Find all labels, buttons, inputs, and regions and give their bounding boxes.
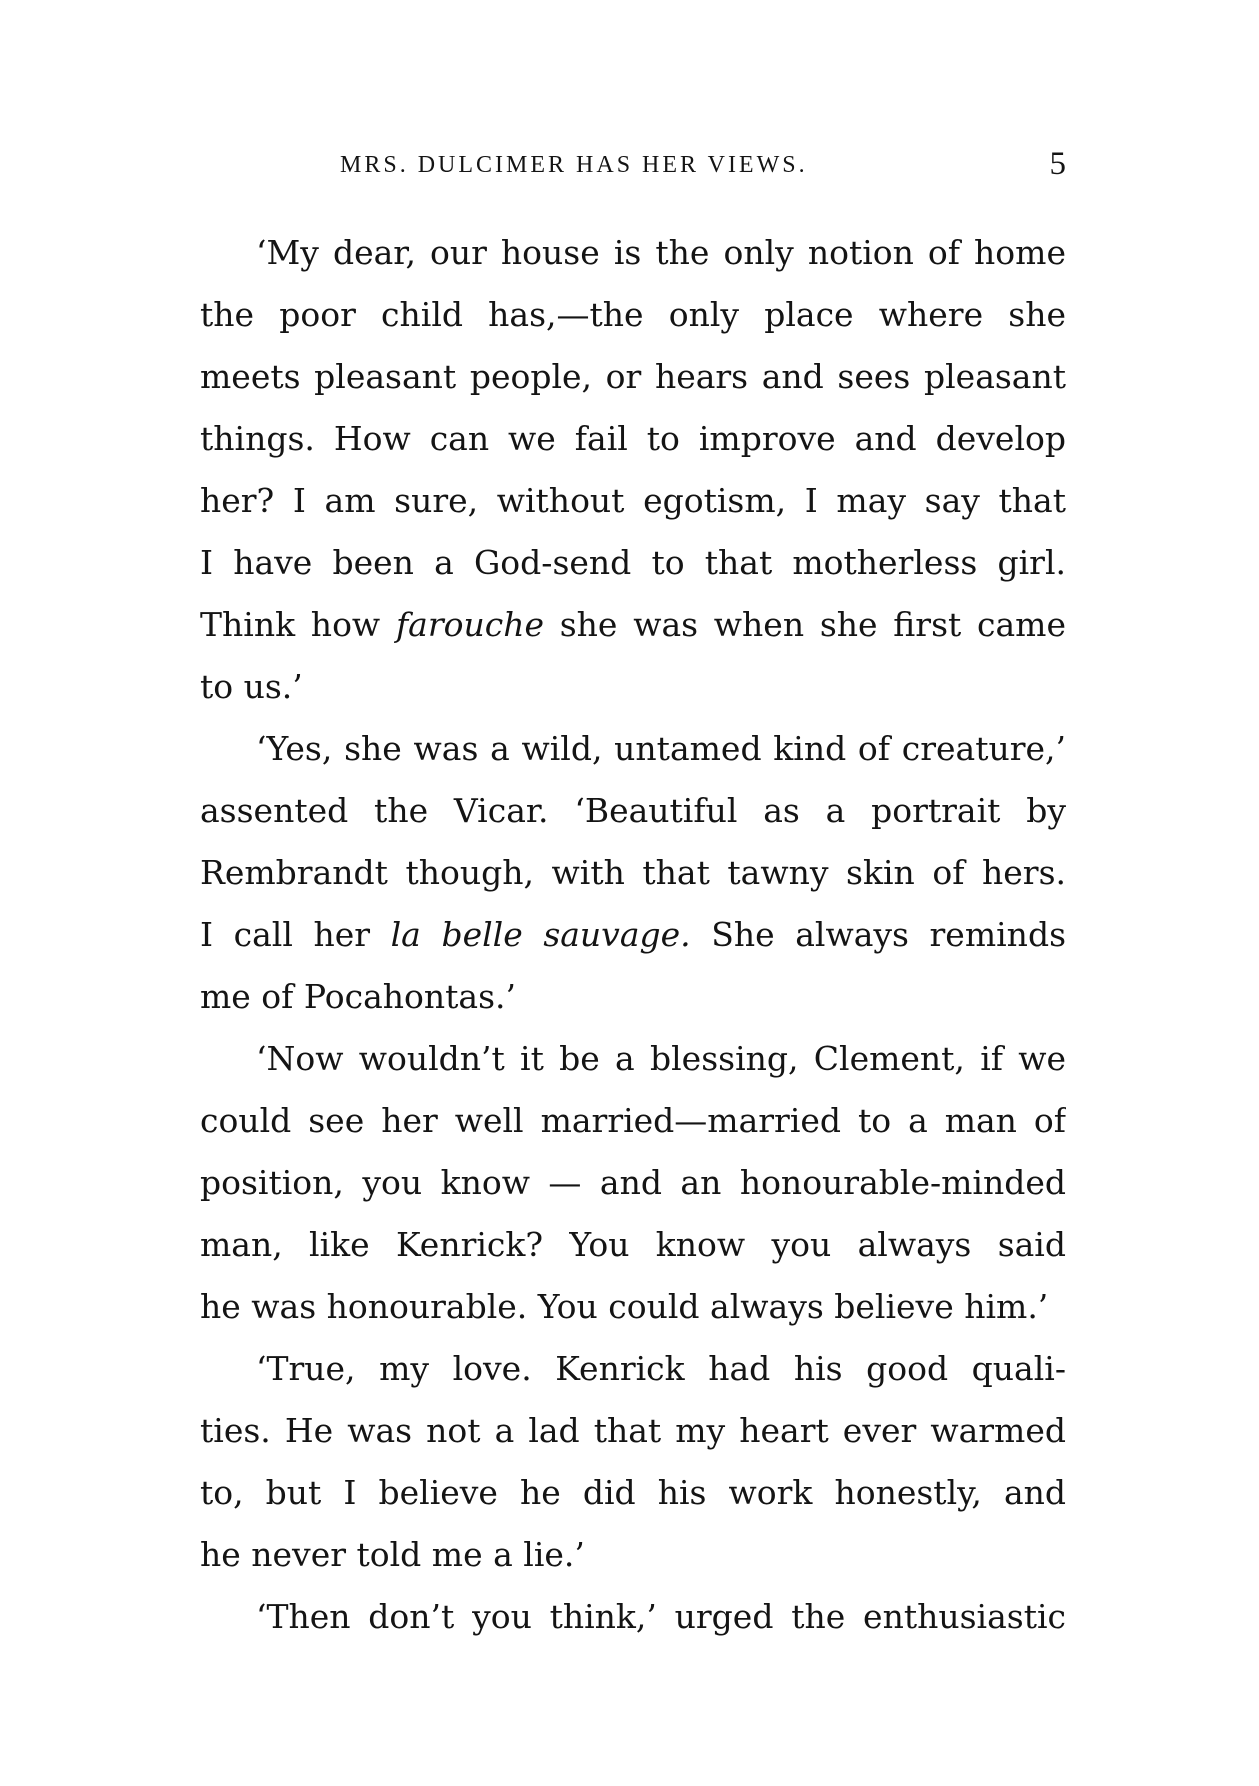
text-line: ‘Now wouldn’t it be a blessing, Clement, if we [256,1039,1066,1078]
text-line: I have been a God-send to that motherless girl. [200,543,1066,582]
text-line: her? I am sure, without egotism, I may say that [200,481,1066,520]
text-line: ties. He was not a lad that my heart ever warmed [200,1411,1066,1450]
text-line [200,904,1066,966]
text-line: to us.’ [200,667,303,706]
italic-phrase: farouche [395,605,544,644]
text-line: Rembrandt though, with that tawny skin of hers. [200,853,1066,892]
text-line: he was honourable. You could always believe him.’ [200,1287,1049,1326]
text-line: position, you know — and an honourable-minded [200,1163,1066,1202]
chapter-running-title: MRS. DULCIMER HAS HER VIEWS. [340,152,808,178]
text-line: me of Pocahontas.’ [200,977,516,1016]
text-line: ‘Yes, she was a wild, untamed kind of creature,’ [256,729,1066,768]
text-line: ‘My dear, our house is the only notion of home [256,233,1066,272]
text-segment: She always reminds [690,915,1066,954]
text-line: he never told me a lie.’ [200,1535,585,1574]
body-text [200,222,1066,1648]
text-segment: she was when she first came [544,605,1066,644]
text-line: things. How can we fail to improve and develop [200,419,1066,458]
text-segment: Think how [200,605,396,644]
text-line: could see her well married—married to a man of [200,1101,1066,1140]
italic-phrase: la belle sauvage. [390,915,691,954]
text-line [200,594,1066,656]
text-line: meets pleasant people, or hears and sees pleasant [200,357,1066,396]
text-segment: I call her [200,915,391,954]
text-line: man, like Kenrick? You know you always said [200,1225,1066,1264]
running-head [200,148,1070,188]
text-line: ‘True, my love. Kenrick had his good quali- [256,1349,1066,1388]
text-line: assented the Vicar. ‘Beautiful as a portrait by [200,791,1066,830]
text-line: ‘Then don’t you think,’ urged the enthusiastic [256,1597,1066,1636]
text-line: to, but I believe he did his work honestly, and [200,1473,1066,1512]
page-number: 5 [1049,146,1066,182]
text-line: the poor child has,—the only place where she [200,295,1066,334]
